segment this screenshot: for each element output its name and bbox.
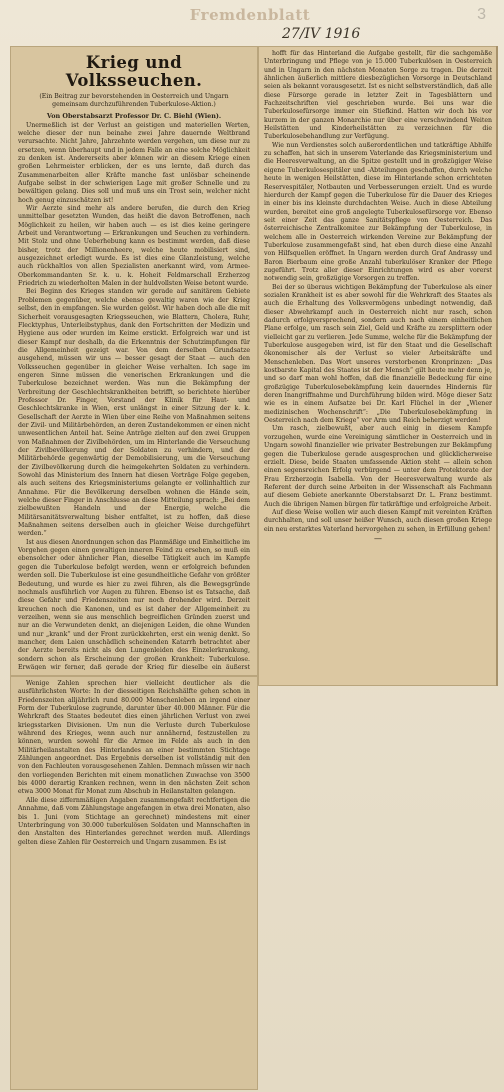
end-mark: — bbox=[374, 533, 382, 543]
article-bottom-column bbox=[18, 680, 250, 1084]
paragraph: Unermeßlich ist der Verlust an geistigen und materiellen Werten, welche dieser der nun beinahe zwei Jahre dauernde Weltbrand verursachte. Nicht Jahre, Jahrzehnte werden vergehen, um diese nur zu ersetzen, wenn überhaupt und in jedem Falle an eine solche Möglichkeit zu denken ist. Andererseits aber können wir an diesem Kriege einen großen Lehrmeister erblicken, der es uns lernte, daß durch das Zusammenarbeiten aller Kräfte manche fast unlösbar scheinende Aufgabe selbst in der schwierigen Lage mit großer Schnelle und zu bewältigen gelang. Dies soll und muß uns ein Trost sein, welcher nicht hoch genug einzuschätzen ist! bbox=[18, 121, 250, 204]
handwritten-date: 27/IV 1916 bbox=[282, 26, 361, 42]
paragraph: Wir Aerzte sind mehr als andere berufen, die durch den Krieg unmittelbar gesetzten Wunden, das heißt die davon Betroffenen, nach Möglichkeit zu heilen, wir haben auch — es ist dies keine geringere Arbeit und Verantwortung — Erkrankungen und Seuchen zu verhindern. Mit Stolz und ohne Ueberhebung kann es bestimmt werden, daß diese bisher, trotz der Millionenheere, welche heute mobilisiert sind, ausgezeichnet erledigt wurde. Es ist dies eine Glanzleistung, welche auch rückhaltlos von allen Spezialisten anerkannt wird, vom Armee-Oberkommandanten Sr. k. u. k. Hoheit Feldmarschall Erzherzog Friedrich zu wiederholten Malen in der huldvollsten Weise betont wurde. bbox=[18, 205, 250, 288]
article-left-column bbox=[18, 52, 250, 670]
paragraph: Bei der so überaus wichtigen Bekämpfung der Tuberkulose als einer sozialen Krankheit ist es aber sowohl für die Wehrkraft des Staates als auch die Erhaltung des Volksvermögens unbedingt notwendig, daß dieser Abwehrkampf auch in Oesterreich nicht nur rasch, schon dadurch erfolgversprechend, sondern auch nach einem einheitlichen Plane erfolge, um rasch sein Ziel, Geld und Kräfte zu zersplittern oder vielleicht gar zu verlieren. Jede Summe, welche für die Bekämpfung der Tuberkulose ausgegeben wird, ist für den Staat und die Gesellschaft ökonomischer als der Verlust so vieler Arbeitskräfte und Menschenleben. Das Wort unseres verstorbenen Kronprinzen: „Das kostbarste Kapital des Staates ist der Mensch“ gilt heute mehr denn je, und so darf man wohl hoffen, daß die finanzielle Bedeckung für eine großzügige Tuberkulosebekämpfung kein dauerndes Hindernis für deren Inangriffnahme und Durchführung bilden wird. Möge dieser Satz wie es in einem Aufsatze bei Dr. Karl Flüchel in der „Wiener medizinischen Wochenschrift“: „Die Tuberkulosebekämpfung in Oesterreich nach dem Kriege“ vor Arm und Reich beherzigt werden! bbox=[264, 283, 492, 425]
paragraph: Alle diese ziffernmäßigen Angaben zusammengefaßt rechtfertigen die Annahme, daß vom Zählungstage angefangen in etwa drei Monaten, also bis 1. Juni (vom Stichtage an gerechnet) mindestens mit einer Unterbringung von 30.000 tuberkulösen Soldaten und Mannschaften in den Anstalten des Hinterlandes gerechnet werden muß. Allerdings gelten diese Zahlen für Oesterreich und Ungarn zusammen. Es ist bbox=[18, 796, 250, 846]
paragraph: Auf diese Weise wollen wir auch diesen Kampf mit vereinten Kräften durchhalten, und soll unser heißer Wunsch, auch diesen großen Kriege ein neu erstarktes Vaterland hervorgehen zu sehen, in Erfüllung gehen! bbox=[264, 508, 492, 533]
paragraph: Um rasch, zielbewußt, aber auch einig in diesem Kampfe vorzugehen, wurde eine Vereinigung sämtlicher in Oesterreich und in Ungarn sowohl finanzieller wie privater Bestrebungen zur Bekämpfung gegen die Tuberkulose gerade ausgesprochen und glücklicherweise erzielt. Diese, beide Staaten umfassende Aktion steht — allein schon einen segensreichen Erfolg verbürgend — unter dem Protektorate der Frau Erzherzogin Isabella. Von der Heeresverwaltung wurde als Referent der durch seine Arbeiten in der Wissenschaft als Fachmann auf diesem Gebiete anerkannte Oberstabsarzt Dr. L. Franz bestimmt. Auch die übrigen Namen bürgen für tatkräftige und erfolgreiche Arbeit. bbox=[264, 425, 492, 508]
article-right-column bbox=[264, 50, 492, 680]
newspaper-masthead: Fremdenblatt bbox=[189, 6, 311, 24]
paragraph: Wenige Zahlen sprechen hier vielleicht deutlicher als die ausführlichsten Worte: In der diesseitigen Reichshälfte gehen schon in Friedenszeiten alljährlich rund 80.000 Menschenleben an irgend einer Form der Tuberkulose zugrunde, darunter über 40.000 Männer. Für die Wehrkraft des Staates bedeutet dies einen jährlichen Verlust von zwei kriegsstarken Divisionen. Um nun die Verluste durch Tuberkulose während des Krieges, wenn auch nur annähernd, festzustellen zu können, wurden sowohl für die Armee im Felde als auch in den Militärheilanstalten des Hinterlandes an einer bestimmten Stichtage Zählungen angeordnet. Das Ergebnis derselben ist vollständig mit den von den Fachleuten vorausgesehenen Zahlen. Demnach müssen wir nach den vorliegenden Berichten mit einem monatlichen Zuwachse von 3500 bis 4000 derartig Kranken rechnen, wenn in den nächsten Zeit schon etwa 3000 Monat für Monat zum Abschub in Heilanstalten gelangen. bbox=[18, 680, 250, 796]
paragraph: hofft für das Hinterland die Aufgabe gestellt, für die sachgemäße Unterbringung und Pflege von je 15.000 Tuberkulösen in Oesterreich und in Ungarn in den nächsten Monaten Sorge zu tragen. Die derzeit ähnlichen äußerlich mittlere diesbezüglichen Vorsorge in Deutschland seien als bekannt vorausgesetzt. Ist es nicht selbstverständlich, daß alle diese Fürsorge gerade in letzter Zeit in Tagesblättern und Fachzeitschriften viel geschrieben wurde. Bei uns war die Tuberkulosefürsorge immer ein Stiefkind. Hatten wir doch bis vor kurzem in der ganzen Monarchie nur über eine verschwindend Weiten Heilstätten und Kinderheilstätten zu verzeichnen für die Tuberkulosebehandlung zur Verfügung. bbox=[264, 50, 492, 141]
article-subtitle: (Ein Beitrag zur bevorstehenden in Oesterreich und Ungarn gemeinsam durchzuführenden Tuberkulose-Aktion.) bbox=[39, 93, 229, 108]
article-byline: Von Oberstabsarzt Professor Dr. C. Biehl (Wien). bbox=[46, 111, 222, 120]
article-title: Krieg und Volksseuchen. bbox=[65, 53, 203, 90]
page-marker: 3 bbox=[477, 6, 486, 23]
paragraph: Ist aus diesen Anordnungen schon das Planmäßige und Einheitliche im Vorgehen gegen einen gewaltigen inneren Feind zu ersehen, so muß ein ebensolcher oder ähnlicher Plan, dieselbe Tätigkeit auch im Kampfe gegen die Tuberkulose befolgt werden, wenn er erfolgreich befunden werden soll. Die Tuberkulose ist eine gesundheitliche Gefahr von größter Bedeutung, und wurde es hier zu zwei führen, als die Bewegsgründe nochmals ausführlich vor Augen zu führen. Ebenso ist es Tatsache, daß diese Gefahr und Friedenszeiten nur noch drohender wird. Derzeit kreuchen noch die Kanonen, und es ist daher der Allgemeinheit zu verzeihen, wenn sie aus menschlich begreiflichen Gründen zuerst und nur an die Verwundeten denkt, an diejenigen Leiden, die ohne Wunden und nur „krank“ und der Front zurückkehrten, erst ein wenig denkt. So mancher, dem Laien unschädlich scheinenden Katarrh betrachtet aber der Aerzte bereits nicht als den Lungenleiden des Einzelerkrankung, sondern schon als Erscheinung der großen Krankheit: Tuberkulose. Erwägen wir ferner, daß gerade der Krieg für dieselbe ein äußerst bbox=[18, 538, 250, 670]
paragraph: Wie nun Verdienstes solch außerordentlichen und tatkräftige Abhilfe zu schaffen, hat sich in unserem Vaterlande das Kriegsministerium und die Heeresverwaltung, an die Spitze gestellt und in großzügiger Weise eigene Tuberkulosespitäler und -Abteilungen geschaffen, durch welche heute in wenigen Heilstätten, diese im Hinterlande schon errichteten Reservespitäler, Notbauten und Verbesserungen erzielt. Und es wurde hierdurch der Kampf gegen die Tuberkulose für die Dauer des Krieges in einer bis ins kleinste durchdachten Weise. Auch in diese Abteilung wurden, bereitet eine groß angelegte Tuberkulosefürsorge vor. Ebenso seit einer Zeit das ganze Sanitätspflege von Oesterreich. Das österreichische Zentralkomitee zur Bekämpfung der Tuberkulose, in welchem alle in Oesterreich wirkenden Vereine zur Bekämpfung der Tuberkulose zusammengefaßt sind, hat eben durch diese eine Anzahl von Hilfsquellen eröffnet. In Ungarn werden durch Graf Andrassy und Baron Bierbaum eine große Anzahl tuberkulöser Kranker der Pflege zugeführt. Trotz aller dieser Einrichtungen wird es aber vorerst notwendig sein, großzügige Vorsorgen zu treffen. bbox=[264, 141, 492, 283]
paragraph: Bei Beginn des Krieges standen wir gerade auf sanitärem Gebiete Problemen gegenüber, welche ebenso gewaltig waren wie der Krieg selbst, den in empfangen. Sie wurden gelöst. Wir haben doch alle die mit Sicherheit vorausgesagten Kriegsseuchen, wie Blattern, Cholera, Ruhr, Flecktyphus, Unterleibstyphus, dank den Fortschritten der Medizin und Hygiene aus oder wurden im Keime erstickt. Erfolgreich war und ist dieser Kampf nur deshalb, da die Erkenntnis der Schutzimpfungen für die Allgemeinheit gezeigt war. Von dem derselben Grundsatze ausgehend, müssen wir uns — besser gesagt der Staat — auch den Volksseuchen gegenüber in gleicher Weise verhalten. Ich sage im engeren Sinne müssen die venerischen Erkrankungen und die Tuberkulose bezeichnet werden. Was nun die Bekämpfung der Verbreitung der Geschlechtskrankheiten betrifft, so berichtete hierüber Professor Dr. Finger, Vorstand der Klinik für Haut- und Geschlechtskranke in Wien, erst unlängst in einer Sitzung der k. k. Gesellschaft der Aerzte in Wien über eine Reihe von Maßnahmen seitens der Zivil- und Militärbehörden, an deren Zustandekommen er einen nicht unwesentlichen Anteil hat. Seine Anträge zielten auf den zwei Gruppen von Maßnahmen der Zivilbehörden, um im Hinterlande die Verseuchung der Zivilbevölkerung und der Soldaten zu verhindern, und der Militärbehörde gegenwärtig der Demobilisierung, um die Verseuchung der Zivilbevölkerung durch die heimgekehrten Soldaten zu verhindern. Sowohl das Ministerium des Innern hat diesen Vorträge Folge gegeben, als auch seitens des Kriegsministeriums gelangte er vollinhaltlich zur Annahme. Für die Bevölkerung derselben wohnen die Hände sein, welche dieser Finger in Anschlusse an diese Mitteilung sprach: „Bei dem zielbewußten Handeln und der Energie, welche die Militärsanitätsverwaltung bisher entfaltet, ist zu hoffen, daß diese Maßnahmen seitens derselben auch in gleicher Weise durchgeführt werden.“ bbox=[18, 288, 250, 538]
clipping-edge bbox=[496, 46, 498, 686]
